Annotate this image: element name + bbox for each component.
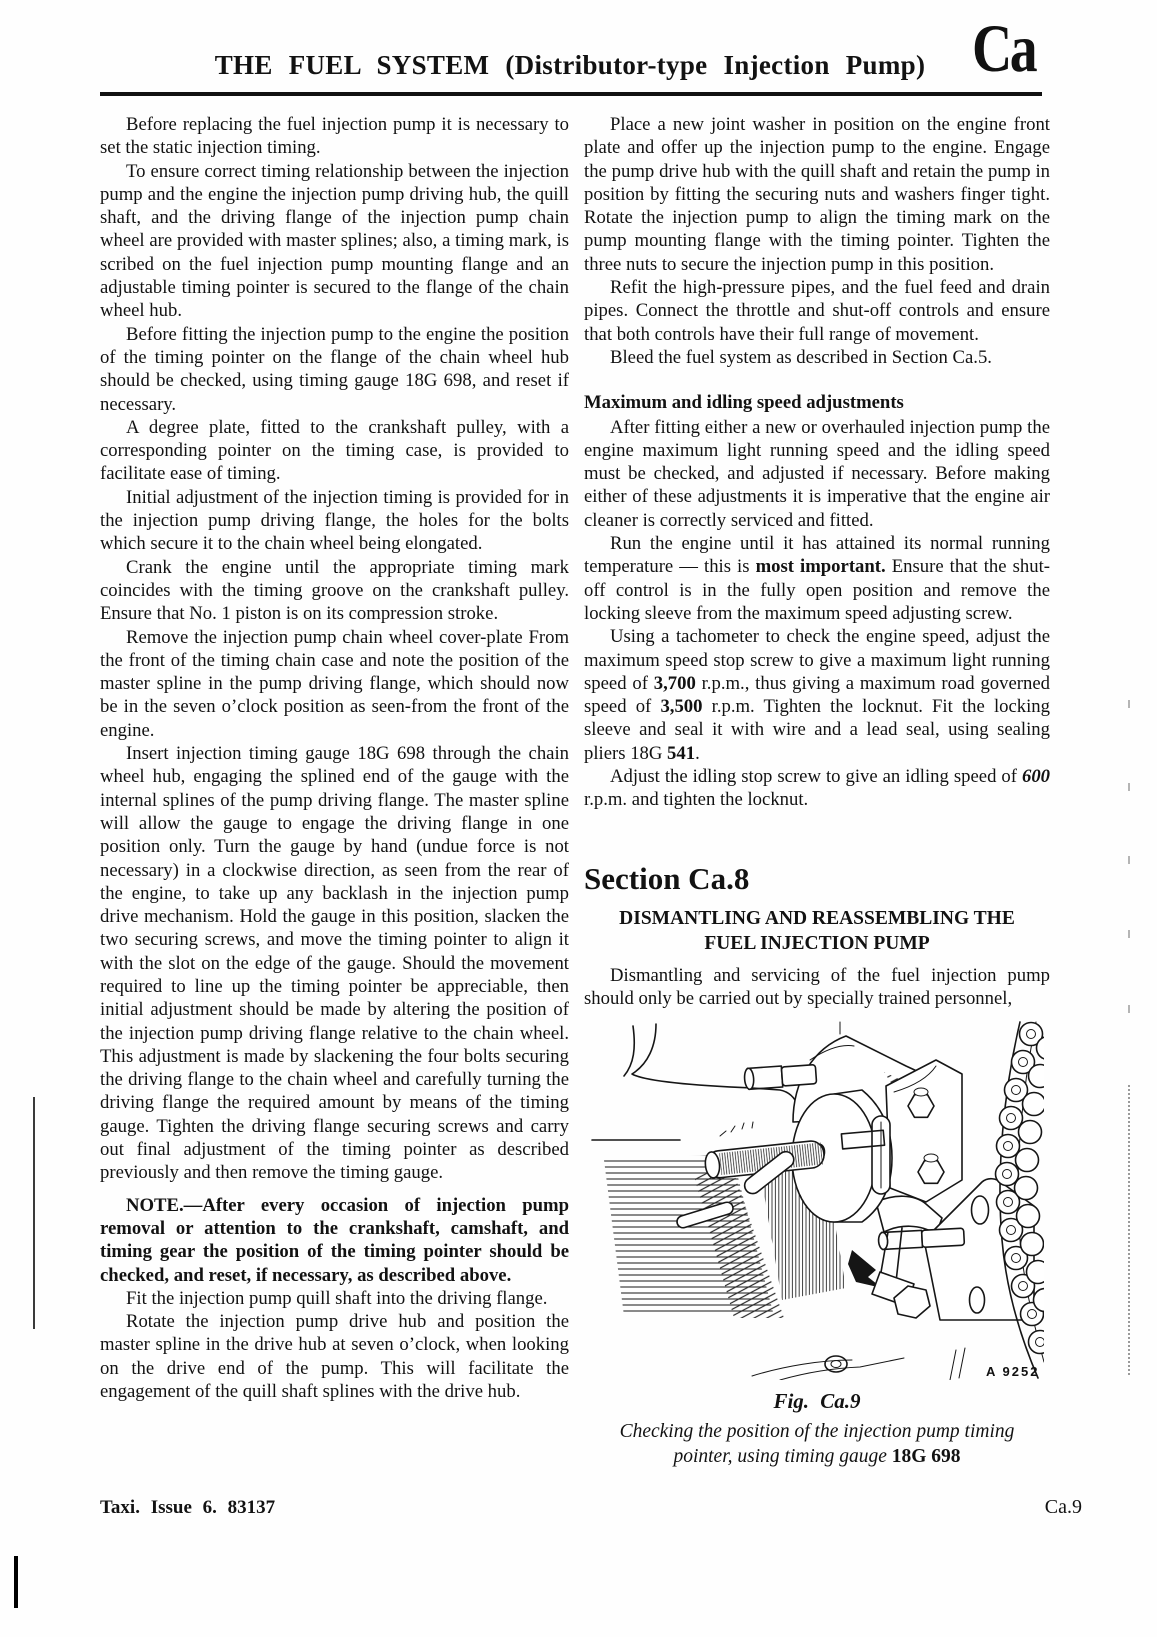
figure-caption-line1: Checking the position of the injection pump timing: [619, 1420, 1015, 1442]
figure-caption: [584, 1419, 1050, 1470]
footer-issue-info: Taxi. Issue 6. 83137: [100, 1497, 276, 1518]
scan-artifact-dash: [1128, 856, 1130, 864]
figure-label: Fig. Ca.9: [773, 1389, 861, 1414]
paragraph: Insert injection timing gauge 18G 698 through the chain wheel hub, engaging the splined end of the gauge with the internal splines of the pump driving flange. The master spline will allow the gauge to engage the driving flange in one position only. Turn the gauge by hand (undue force is not necessary) in a clockwise direction, as seen from the rear of the engine, to take up any backlash in the injection pump drive mechanism. Hold the gauge in this position, slacken the two securing screws, and move the timing pointer to align it with the slot on the edge of the gauge. Should the movement required to line up the timing pointer be appreciable, then initial adjustment should be made by altering the position of the injection pump driving flange relative to the chain wheel. This adjustment is made by slackening the four bolts securing the driving flange to the chain wheel and carefully turning the driving flange the required amount by means of the timing gauge. Tighten the driving flange securing screws and carry out final adjustment of the timing pointer as described previously and then remove the timing gauge.: [100, 743, 569, 1184]
header-rule: [100, 92, 1042, 96]
figure-plate-number: A 9252: [986, 1364, 1040, 1380]
subsection-heading: DISMANTLING AND REASSEMBLING THE FUEL INJECTION PUMP: [619, 907, 1015, 954]
figure-ca9: [584, 1020, 1046, 1380]
section-heading: Section Ca.8: [584, 860, 750, 896]
column-left: [100, 113, 569, 1403]
column-right-text: [584, 113, 1050, 1010]
scan-artifact-dash: [1128, 930, 1130, 938]
paragraph: Adjust the idling stop screw to give an idling speed of 600 r.p.m. and tighten the locknut.: [584, 766, 1050, 811]
paragraph: Refit the high-pressure pipes, and the fuel feed and drain pipes. Connect the throttle and shut-off controls and ensure that both controls have their full range of movement.: [584, 277, 1050, 345]
page-title: THE FUEL SYSTEM (Distributor-type Injection Pump): [214, 50, 926, 80]
footer-page-number: Ca.9: [1044, 1496, 1082, 1518]
scan-artifact-dotted-line: [1128, 1085, 1130, 1375]
injection-pump-illustration: [584, 1020, 1044, 1380]
section-code-badge: Ca: [972, 10, 1036, 86]
paragraph: A degree plate, fitted to the crankshaft pulley, with a corresponding pointer on the timing case, is provided to facilitate ease of timing.: [100, 416, 569, 485]
paragraph: Before replacing the fuel injection pump it is necessary to set the static injection timing.: [100, 114, 569, 159]
subheading-max-idling: Maximum and idling speed adjustments: [584, 392, 904, 414]
scan-artifact-dash: [1128, 783, 1130, 791]
paragraph: After fitting either a new or overhauled injection pump the engine maximum light running speed and the idling speed must be checked, and adjusted if necessary. Before making either of these adjustments it is imperative that the engine air cleaner is correctly serviced and fitted.: [584, 416, 1050, 531]
paragraph: Bleed the fuel system as described in Section Ca.5.: [610, 346, 992, 368]
note-paragraph: NOTE.—After every occasion of injection pump removal or attention to the crankshaft, camshaft, and timing gear the position of the timing pointer should be checked, and reset, if necessary, as described above.: [100, 1194, 570, 1286]
paragraph: Fit the injection pump quill shaft into the driving flange.: [126, 1287, 548, 1309]
scan-artifact-dash: [1128, 1005, 1130, 1013]
paragraph: Crank the engine until the appropriate timing mark coincides with the timing groove on the crankshaft pulley. Ensure that No. 1 piston is on its compression stroke.: [100, 556, 569, 625]
scan-artifact-margin-line: [33, 1097, 35, 1329]
scan-artifact-dash: [1128, 700, 1130, 708]
paragraph: Remove the injection pump chain wheel cover-plate From the front of the timing chain case and note the position of the master spline in the pump driving flange, which should now be in the seven o’clock position as seen-from the front of the engine.: [100, 626, 569, 741]
paragraph: To ensure correct timing relationship between the injection pump and the engine the injection pump driving hub, the quill shaft, and the driving flange of the injection pump chain wheel are provided with master splines; also, a timing mark, is scribed on the fuel injection pump mounting flange and an adjustable timing pointer is secured to the flange of the chain wheel hub.: [100, 160, 569, 322]
paragraph: Run the engine until it has attained its normal running temperature — this is most important. Ensure that the shut-off control is in the fully open position and remove the locking sleeve from the maximum speed adjusting screw.: [584, 533, 1050, 624]
paragraph: Initial adjustment of the injection timing is provided for in the injection pump driving flange, the holes for the bolts which secure it to the chain wheel being elongated.: [100, 486, 569, 555]
scan-artifact-edge-bar: [14, 1556, 18, 1608]
paragraph: Dismantling and servicing of the fuel injection pump should only be carried out by specially trained personnel,: [584, 964, 1050, 1009]
paragraph: Using a tachometer to check the engine speed, adjust the maximum speed stop screw to give a maximum light running speed of 3,700 r.p.m., thus giving a maximum road governed speed of 3,500 r.p.m. Tighten the locknut. Fit the locking sleeve and seal it with wire and a lead seal, using sealing pliers 18G 541.: [584, 626, 1050, 764]
figure-caption-line2: pointer, using timing gauge: [673, 1446, 892, 1467]
figure-caption-gauge-code: 18G 698: [891, 1446, 961, 1467]
paragraph: Place a new joint washer in position on the engine front plate and offer up the injection pump to the engine. Engage the pump drive hub with the quill shaft and retain the pump in position by fitting the securing nuts and washers finger tight. Rotate the injection pump to align the timing mark on the pump mounting flange with the timing pointer. Tighten the three nuts to secure the injection pump in this position.: [584, 114, 1050, 275]
paragraph: Before fitting the injection pump to the engine the position of the timing pointer on the flange of the chain wheel hub should be checked, using timing gauge 18G 698, and reset if necessary.: [100, 323, 569, 415]
column-right: [584, 113, 1050, 1470]
paragraph: Rotate the injection pump drive hub and position the master spline in the drive hub at seven o’clock, when looking on the drive end of the pump. This will facilitate the engagement of the quill shaft splines with the drive hub.: [100, 1311, 569, 1403]
